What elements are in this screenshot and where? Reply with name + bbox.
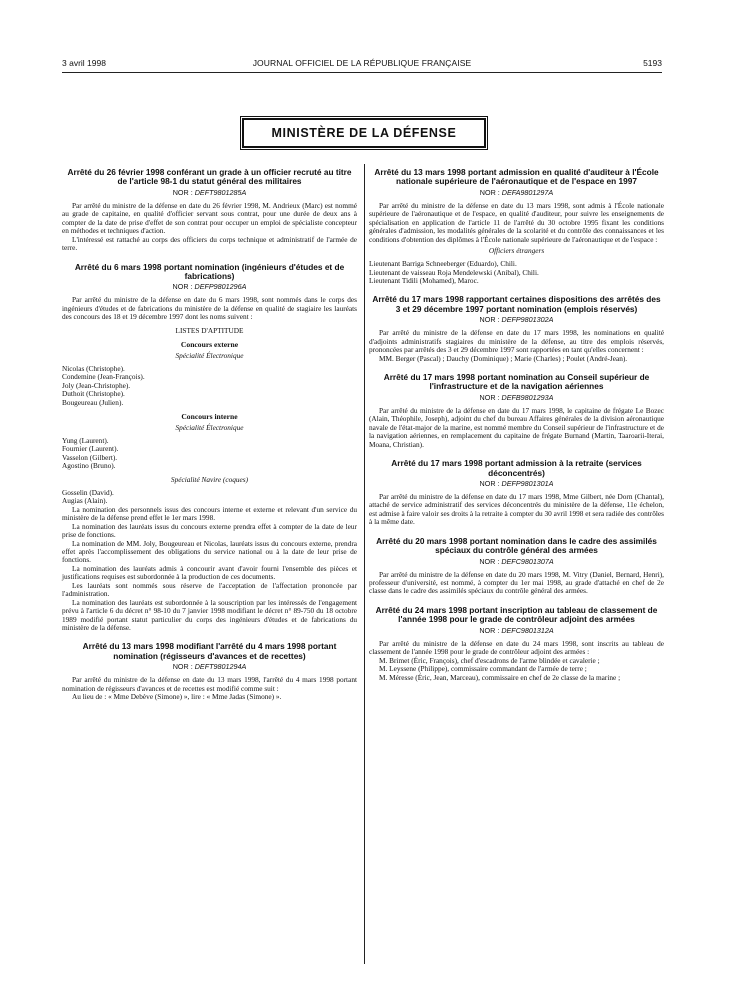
article-title: Arrêté du 13 mars 1998 portant admission en qualité d'auditeur à l'École nationale supérieure de l'aéronautique et de l'espace en 1997 xyxy=(374,167,659,187)
section-heading: Concours externe xyxy=(180,339,239,349)
nor-reference: NOR : DEFT9801294A xyxy=(172,662,247,672)
list-item: Lieutenant Barriga Schneeberger (Eduardo), Chili. xyxy=(369,259,517,269)
specialty-heading: Spécialité Navire (coques) xyxy=(170,474,249,484)
list-item: Agostino (Bruno). xyxy=(62,461,116,471)
name-list xyxy=(62,365,357,407)
article-17-mars-retraite xyxy=(369,459,664,527)
list-item: Gosselin (David). xyxy=(62,487,114,497)
article-title: Arrêté du 6 mars 1998 portant nomination (ingénieurs d'études et de fabrications) xyxy=(74,261,345,281)
nor-reference: NOR : DEFP9801296A xyxy=(172,282,247,292)
list-item: Yung (Laurent). xyxy=(62,435,109,445)
article-26-fevrier xyxy=(62,168,357,253)
article-title: Arrêté du 26 février 1998 conférant un grade à un officier recruté au titre de l'article 98-1 du statut général des militaires xyxy=(67,167,352,187)
article-17-mars-conseil xyxy=(369,373,664,449)
article-paragraph: L'intéressé est rattaché au corps des officiers du corps technique et administratif de l'armée de terre. xyxy=(62,234,357,253)
section-heading: LISTES D'APTITUDE xyxy=(175,325,244,335)
article-paragraph: Au lieu de : « Mme Debève (Simone) », lire : « Mme Jadas (Simone) ». xyxy=(72,692,282,702)
header-journal-title: JOURNAL OFFICIEL DE LA RÉPUBLIQUE FRANÇAISE xyxy=(252,58,472,68)
header-rule xyxy=(62,72,662,73)
header-page-number: 5193 xyxy=(643,58,662,68)
article-paragraph: Par arrêté du ministre de la défense en date du 13 mars 1998, l'arrêté du 4 mars 1998 portant nomination de régisseurs d'avances et de recettes est modifié comme suit : xyxy=(62,675,357,693)
article-paragraph: La nomination des lauréats admis à concourir avant d'avoir fourni l'ensemble des pièces et justifications requises est subordonnée à la production de ces documents. xyxy=(62,563,357,582)
list-item: Condemine (Jean-François). xyxy=(62,372,145,382)
specialty-heading: Spécialité Électronique xyxy=(175,422,244,432)
article-paragraph: La nomination des personnels issus des concours interne et externe et relevant d'un service du ministère de la défense prend effet le 1er mars 1998. xyxy=(62,504,357,523)
nor-reference: NOR : DEFB9801293A xyxy=(479,392,554,402)
list-item: Vasselon (Gilbert). xyxy=(62,452,118,462)
article-paragraph: La nomination des lauréats issus du concours externe prendra effet à compter de la date de leur prise de fonctions. xyxy=(62,521,357,540)
article-13-mars-regisseurs xyxy=(62,642,357,701)
list-item: Nicolas (Christophe). xyxy=(62,363,125,373)
article-paragraph: Par arrêté du ministre de la défense en date du 26 février 1998, M. Andrieux (Marc) est nommé au grade de capitaine, en qualité d'officier servant sous contrat, pour une durée de deux ans à compter de la date de prise d'effet de son contrat pour occuper un emploi de spécialiste concepteur en méthodes et techniques d'action. xyxy=(62,200,357,236)
article-paragraph: Par arrêté du ministre de la défense en date du 13 mars 1998, sont admis à l'École nationale supérieure de l'aéronautique et de l'espace, en qualité d'auditeur, pour suivre les enseignements de spécialisation en application de l'article 11 de l'arrêté du 30 octobre 1995 fixant les conditions générales d'admission, les modalités générales de la scolarité et du contrôle des connaissances et les conditions d'obtention des diplômes à l'École nationale supérieure de l'aéronautique et de l'espace : xyxy=(369,200,664,244)
nor-reference: NOR : DEFA9801297A xyxy=(479,187,554,197)
list-item: Duthoit (Christophe). xyxy=(62,389,125,399)
article-paragraph: Par arrêté du ministre de la défense en date du 17 mars 1998, le capitaine de frégate Le Bozec (Alain, Théophile, Joseph), adjoint du chef du bureau Affaires générales de la division aéronautique navale de l'état-major de la marine, est nommé membre du Conseil supérieur de l'infrastructure et de la navigation aériennes, en remplacement du capitaine de frégate Burnand (Martin, Taaroarii-Iterai, Moana, Christian). xyxy=(369,405,664,449)
article-paragraph: La nomination de MM. Joly, Bougeureau et Nicolas, lauréats issus du concours externe, prendra effet après l'accomplissement des obligations du service national ou à la date de leur prise de fonctions. xyxy=(62,538,357,565)
article-paragraph: M. Leyssene (Philippe), commissaire commandant de l'armée de terre ; xyxy=(379,664,587,674)
ministry-heading: MINISTÈRE DE LA DÉFENSE xyxy=(242,118,486,148)
specialty-heading: Spécialité Électronique xyxy=(175,350,244,360)
article-17-mars-emplois-reserves xyxy=(369,295,664,363)
article-paragraph: Par arrêté du ministre de la défense en date du 24 mars 1998, sont inscrits au tableau de classement de l'année 1998 pour le grade de contrôleur adjoint des armées : xyxy=(369,638,664,657)
section-heading: Officiers étrangers xyxy=(488,246,545,256)
list-item: Lieutenant de vaisseau Roja Mendelewski (Anibal), Chili. xyxy=(369,267,539,277)
list-item: Lieutenant Tidili (Mohamed), Maroc. xyxy=(369,275,479,285)
article-title: Arrêté du 17 mars 1998 rapportant certaines dispositions des arrêtés des 3 et 29 décembre 1997 portant nomination (emplois réservés) xyxy=(372,294,661,314)
article-title: Arrêté du 20 mars 1998 portant nomination dans le cadre des assimilés spéciaux du contrôle général des armées xyxy=(376,535,657,556)
article-20-mars xyxy=(369,537,664,596)
article-paragraph: La nomination des lauréats est subordonnée à la souscription par les intéressés de l'engagement prévu à l'article 6 du décret n° 98-10 du 7 janvier 1998 modifiant le décret n° 89-750 du 18 octobre 1989 modifié portant statut particulier du corps des ingénieurs d'études et de fabrications du ministère de la défense. xyxy=(62,597,357,633)
column-divider xyxy=(364,164,365,964)
article-title: Arrêté du 17 mars 1998 portant admission à la retraite (services déconcentrés) xyxy=(391,458,642,478)
name-list xyxy=(62,437,357,471)
nor-reference: NOR : DEFC9801312A xyxy=(479,625,554,635)
article-title: Arrêté du 17 mars 1998 portant nomination au Conseil supérieur de l'infrastructure et de la navigation aériennes xyxy=(383,372,650,392)
list-item: Fournier (Laurent). xyxy=(62,444,119,454)
nor-reference: NOR : DEFP9801302A xyxy=(479,315,554,325)
header-date: 3 avril 1998 xyxy=(62,58,106,68)
article-6-mars xyxy=(62,263,357,633)
running-header xyxy=(62,58,662,72)
article-paragraph: M. Brimet (Éric, François), chef d'escadrons de l'arme blindée et cavalerie ; xyxy=(379,655,600,665)
article-title: Arrêté du 13 mars 1998 modifiant l'arrêté du 4 mars 1998 portant nomination (régisseurs d'avances et de recettes) xyxy=(82,641,337,661)
list-item: Bougeureau (Julien). xyxy=(62,397,124,407)
article-13-mars-auditeur xyxy=(369,168,664,285)
list-item: Joly (Jean-Christophe). xyxy=(62,380,131,390)
list-item: Augias (Alain). xyxy=(62,496,108,506)
nor-reference: NOR : DEFT9801285A xyxy=(172,187,247,197)
article-paragraph: Les lauréats sont nommés sous réserve de l'acceptation de l'affectation prononcée par l'administration. xyxy=(62,580,357,599)
article-paragraph: Par arrêté du ministre de la défense en date du 6 mars 1998, sont nommés dans le corps des ingénieurs d'études et de fabrications du ministère de la défense en qualité de stagiaire les lauréats des concours des 18 et 19 décembre 1997 dont les noms suivent : xyxy=(62,295,357,322)
article-24-mars xyxy=(369,606,664,682)
article-paragraph: M. Méresse (Éric, Jean, Marceau), commissaire en chef de 2e classe de la marine ; xyxy=(379,672,621,682)
article-paragraph: Par arrêté du ministre de la défense en date du 20 mars 1998, M. Vitry (Daniel, Bernard, Henri), professeur d'université, est nommé, à compter du 1er mai 1998, au grade d'attaché en chef de 2e classe dans le cadre des assimilés spéciaux du contrôle général des armées. xyxy=(369,569,664,596)
article-title: Arrêté du 24 mars 1998 portant inscription au tableau de classement de l'année 1998 pour le grade de contrôleur adjoint des armées xyxy=(375,604,658,625)
right-column xyxy=(369,168,664,692)
left-column xyxy=(62,168,357,712)
article-paragraph: MM. Berger (Pascal) ; Dauchy (Dominique) ; Marie (Charles) ; Poulet (André-Jean). xyxy=(379,353,628,363)
nor-reference: NOR : DEFC9801307A xyxy=(479,556,554,566)
section-heading: Concours interne xyxy=(181,411,238,421)
article-paragraph: Par arrêté du ministre de la défense en date du 17 mars 1998, Mme Gilbert, née Dorn (Chantal), attaché de service administratif des services déconcentrés du ministère de la défense, 11e échelon, est admise à faire valoir ses droits à la retraite à compter du 30 avril 1998 et sera radiée des contrôles à la même date. xyxy=(369,491,664,527)
nor-reference: NOR : DEFP9801301A xyxy=(479,478,554,488)
article-paragraph: Par arrêté du ministre de la défense en date du 17 mars 1998, les nominations en qualité d'adjoints administratifs stagiaires du ministère de la défense, au titre des emplois réservés, prononcées par arrêtés des 3 et 29 décembre 1997 sont rapportées en tant qu'elles concernent : xyxy=(369,328,664,355)
